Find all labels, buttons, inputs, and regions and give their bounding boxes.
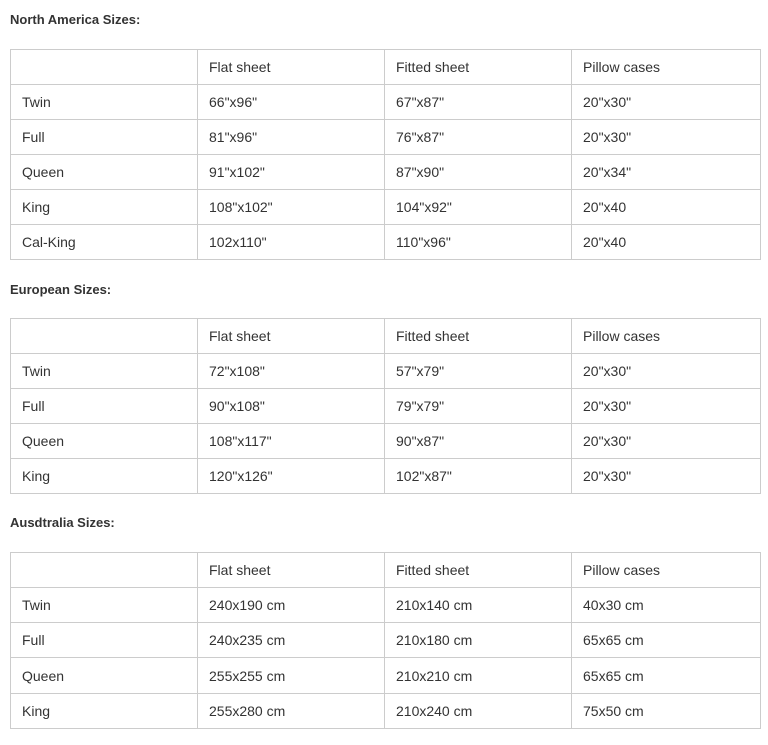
table-row xyxy=(11,354,761,389)
fitted-sheet-cell: 57"x79" xyxy=(385,354,572,389)
fitted-sheet-cell: 104"x92" xyxy=(385,190,572,225)
section-title-north-america: North America Sizes: xyxy=(10,12,141,27)
row-label: Twin xyxy=(11,588,198,623)
pillow-cases-cell: 20"x40 xyxy=(572,190,761,225)
flat-sheet-cell: 102x110" xyxy=(198,225,385,260)
table-header-row xyxy=(11,50,761,85)
size-table-european xyxy=(10,318,761,494)
fitted-sheet-cell: 87"x90" xyxy=(385,155,572,190)
fitted-sheet-cell: 210x140 cm xyxy=(385,588,572,623)
pillow-cases-cell: 20"x34" xyxy=(572,155,761,190)
row-label: Queen xyxy=(11,424,198,459)
row-label: Queen xyxy=(11,658,198,694)
flat-sheet-cell: 91"x102" xyxy=(198,155,385,190)
flat-sheet-cell: 240x190 cm xyxy=(198,588,385,623)
pillow-cases-cell: 40x30 cm xyxy=(572,588,761,623)
pillow-cases-cell: 20"x30" xyxy=(572,389,761,424)
flat-sheet-cell: 81"x96" xyxy=(198,120,385,155)
header-cell-empty xyxy=(11,319,198,354)
header-cell-fitted-sheet: Fitted sheet xyxy=(385,553,572,588)
table-row xyxy=(11,85,761,120)
pillow-cases-cell: 75x50 cm xyxy=(572,694,761,729)
flat-sheet-cell: 108"x102" xyxy=(198,190,385,225)
header-cell-flat-sheet: Flat sheet xyxy=(198,553,385,588)
pillow-cases-cell: 20"x30" xyxy=(572,120,761,155)
fitted-sheet-cell: 79"x79" xyxy=(385,389,572,424)
row-label: King xyxy=(11,459,198,494)
header-cell-empty xyxy=(11,553,198,588)
flat-sheet-cell: 120"x126" xyxy=(198,459,385,494)
row-label: King xyxy=(11,190,198,225)
row-label: Cal-King xyxy=(11,225,198,260)
fitted-sheet-cell: 210x240 cm xyxy=(385,694,572,729)
table-row xyxy=(11,225,761,260)
row-label: Queen xyxy=(11,155,198,190)
row-label: Twin xyxy=(11,85,198,120)
table-row xyxy=(11,190,761,225)
fitted-sheet-cell: 76"x87" xyxy=(385,120,572,155)
table-row xyxy=(11,424,761,459)
pillow-cases-cell: 20"x30" xyxy=(572,459,761,494)
header-cell-fitted-sheet: Fitted sheet xyxy=(385,319,572,354)
header-cell-fitted-sheet: Fitted sheet xyxy=(385,50,572,85)
table-row xyxy=(11,155,761,190)
fitted-sheet-cell: 102"x87" xyxy=(385,459,572,494)
pillow-cases-cell: 65x65 cm xyxy=(572,623,761,658)
fitted-sheet-cell: 110"x96" xyxy=(385,225,572,260)
pillow-cases-cell: 20"x30" xyxy=(572,354,761,389)
flat-sheet-cell: 240x235 cm xyxy=(198,623,385,658)
section-title-australia: Ausdtralia Sizes: xyxy=(10,515,115,530)
header-cell-flat-sheet: Flat sheet xyxy=(198,50,385,85)
header-cell-pillow-cases: Pillow cases xyxy=(572,553,761,588)
size-table-north-america xyxy=(10,49,761,260)
table-header-row xyxy=(11,319,761,354)
row-label: King xyxy=(11,694,198,729)
flat-sheet-cell: 66"x96" xyxy=(198,85,385,120)
table-row xyxy=(11,459,761,494)
header-cell-flat-sheet: Flat sheet xyxy=(198,319,385,354)
table-row xyxy=(11,120,761,155)
table-header-row xyxy=(11,553,761,588)
header-cell-pillow-cases: Pillow cases xyxy=(572,319,761,354)
flat-sheet-cell: 72"x108" xyxy=(198,354,385,389)
fitted-sheet-cell: 210x210 cm xyxy=(385,658,572,694)
header-cell-empty xyxy=(11,50,198,85)
table-row xyxy=(11,588,761,623)
pillow-cases-cell: 20"x40 xyxy=(572,225,761,260)
flat-sheet-cell: 255x255 cm xyxy=(198,658,385,694)
fitted-sheet-cell: 90"x87" xyxy=(385,424,572,459)
pillow-cases-cell: 20"x30" xyxy=(572,85,761,120)
row-label: Full xyxy=(11,389,198,424)
table-row xyxy=(11,694,761,729)
size-table-australia xyxy=(10,552,761,729)
flat-sheet-cell: 90"x108" xyxy=(198,389,385,424)
flat-sheet-cell: 108"x117" xyxy=(198,424,385,459)
pillow-cases-cell: 20"x30" xyxy=(572,424,761,459)
fitted-sheet-cell: 210x180 cm xyxy=(385,623,572,658)
section-title-european: European Sizes: xyxy=(10,282,112,297)
header-cell-pillow-cases: Pillow cases xyxy=(572,50,761,85)
row-label: Twin xyxy=(11,354,198,389)
table-row xyxy=(11,623,761,658)
fitted-sheet-cell: 67"x87" xyxy=(385,85,572,120)
row-label: Full xyxy=(11,120,198,155)
pillow-cases-cell: 65x65 cm xyxy=(572,658,761,694)
table-row xyxy=(11,389,761,424)
row-label: Full xyxy=(11,623,198,658)
table-row xyxy=(11,658,761,694)
flat-sheet-cell: 255x280 cm xyxy=(198,694,385,729)
